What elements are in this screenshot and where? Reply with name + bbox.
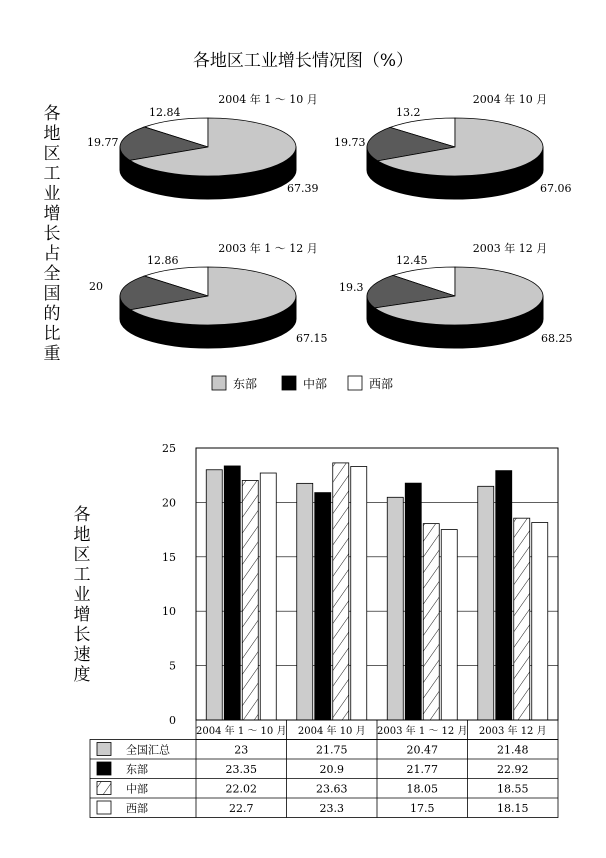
pie-title: 2003 年 1 ～ 12 月	[218, 242, 318, 255]
table-series-name: 全国汇总	[126, 743, 170, 757]
bar-东部	[224, 466, 240, 720]
table-cell: 21.77	[406, 763, 438, 776]
table-cell: 21.75	[316, 743, 348, 757]
y-tick-label: 10	[162, 605, 176, 619]
bar-西部	[532, 523, 548, 720]
table-cell: 17.5	[410, 802, 435, 815]
pie-title: 2003 年 12 月	[472, 242, 548, 255]
table-cell: 20.9	[319, 763, 344, 776]
bar-中部	[514, 518, 530, 720]
table-cell: 23.3	[319, 802, 344, 815]
legend-label: 东部	[233, 377, 258, 391]
bar-中部	[423, 524, 439, 720]
bar-东部	[405, 483, 421, 720]
table-cell: 22.02	[225, 782, 257, 796]
pie-value-label: 19.3	[339, 281, 364, 294]
bar-东部	[315, 493, 331, 720]
pie-title: 2004 年 10 月	[472, 93, 548, 106]
x-category-label: 2003 年 12 月	[478, 726, 547, 737]
bar-西部	[441, 530, 457, 720]
bar-西部	[351, 466, 367, 720]
table-header	[196, 720, 558, 740]
y-tick-label: 15	[162, 550, 176, 564]
bar-section-label: 各地区工业增长速度	[73, 505, 91, 685]
pie-value-label: 12.45	[396, 254, 428, 267]
bar-全国汇总	[206, 470, 222, 720]
table-series-name: 东部	[126, 763, 148, 776]
table-series-name: 西部	[126, 802, 148, 815]
pie-value-label: 20	[89, 280, 103, 293]
y-tick-label: 25	[162, 442, 176, 455]
pie-value-label: 19.77	[87, 136, 119, 149]
legend-label: 西部	[369, 377, 394, 391]
table-series-name: 中部	[126, 782, 148, 796]
pie-value-label: 19.73	[334, 136, 366, 149]
table-cell: 18.05	[406, 782, 438, 796]
legend-label: 中部	[303, 377, 328, 391]
bar-全国汇总	[387, 497, 403, 720]
table-cell: 21.48	[497, 743, 529, 757]
bar-西部	[260, 473, 276, 720]
table-legend-swatch	[97, 801, 111, 814]
bar-中部	[333, 463, 349, 720]
table-cell: 22.7	[229, 802, 254, 815]
pie-value-label: 67.39	[287, 182, 319, 195]
table-cell: 18.55	[497, 782, 529, 796]
bar-全国汇总	[297, 483, 313, 720]
table-legend-swatch	[97, 762, 111, 775]
bar-全国汇总	[478, 486, 494, 720]
table-cell: 23.63	[316, 782, 348, 796]
y-tick-label: 5	[169, 659, 176, 673]
x-category-label: 2004 年 10 月	[297, 726, 366, 737]
table-legend-swatch	[97, 743, 111, 756]
table-cell: 23.35	[225, 763, 257, 776]
table-legend-swatch	[97, 782, 111, 795]
table-cell: 18.15	[497, 802, 529, 815]
pie-value-label: 67.06	[540, 182, 572, 195]
y-tick-label: 0	[169, 714, 176, 727]
bar-中部	[242, 480, 258, 720]
pie-title: 2004 年 1 ～ 10 月	[218, 93, 318, 106]
y-tick-label: 20	[162, 496, 176, 510]
page-title: 各地区工业增长情况图（%）	[192, 51, 414, 71]
pie-section-label: 各地区工业增长占全国的比重	[43, 104, 61, 364]
pie-value-label: 12.84	[149, 106, 181, 119]
table-cell: 20.47	[406, 743, 438, 757]
table-cell: 22.92	[497, 763, 529, 776]
table-cell: 23	[234, 743, 249, 757]
bar-东部	[496, 471, 512, 720]
pie-value-label: 13.2	[396, 106, 421, 119]
pie-value-label: 68.25	[541, 332, 573, 345]
pie-value-label: 67.15	[296, 332, 328, 345]
x-category-label: 2003 年 1 ～ 12 月	[377, 726, 468, 737]
data-table	[90, 740, 558, 818]
pie-value-label: 12.86	[147, 254, 179, 267]
x-category-label: 2004 年 1 ～ 10 月	[196, 726, 287, 737]
